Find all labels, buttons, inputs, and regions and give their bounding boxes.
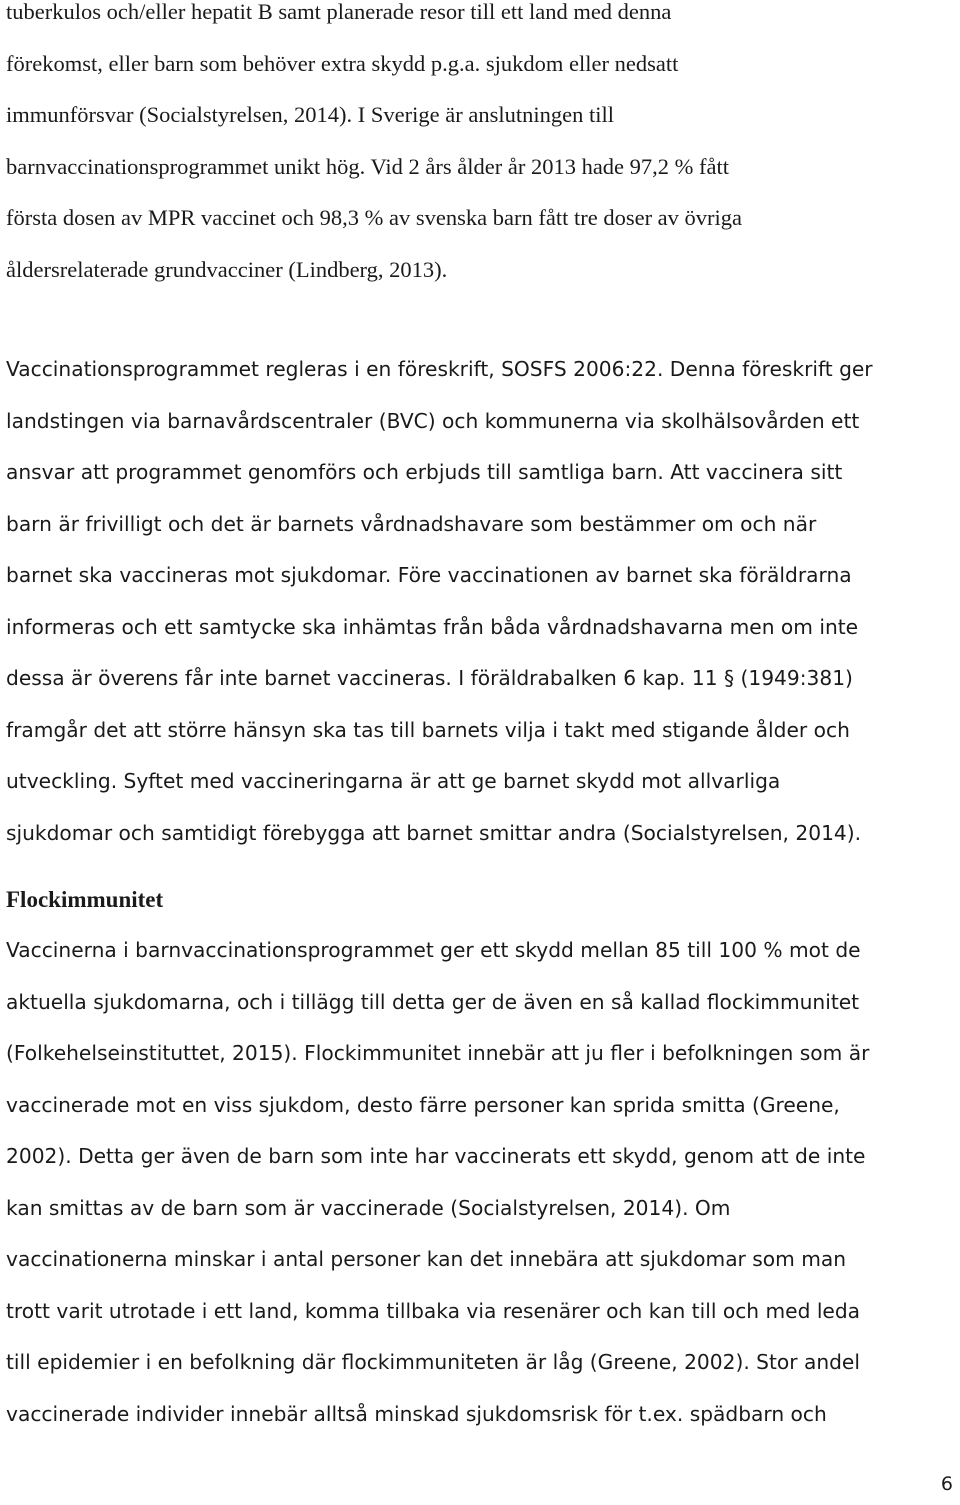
paragraph-vaccination-program: Vaccinationsprogrammet regleras i en föreskrift, SOSFS 2006:22. Denna föreskrift ger landstingen via barnavårdscentraler (BVC) och kommunerna via skolhälsovården ett ansvar att programmet genomförs och erbjuds till samtliga barn. Att vaccinera sitt barn är frivilligt och det är barnets vårdnadshavare som bestämmer om och när barnet ska vaccineras mot sjukdomar. Före vaccinationen av barnet ska föräldrarna informeras och ett samtycke ska inhämtas från båda vårdnadshavarna men om inte dessa är överens får inte barnet vaccineras. I föräldrabalken 6 kap. 11 § (1949:381) framgår det att större hänsyn ska tas till barnets vilja i takt med stigande ålder och utveckling. Syftet med vaccineringarna är att ge barnet skydd mot allvarliga sjukdomar och samtidigt förebygga att barnet smittar andra (Socialstyrelsen, 2014). — [6, 357, 873, 845]
paragraph-continuation: tuberkulos och/eller hepatit B samt planerade resor till ett land med denna förekomst, eller barn som behöver extra skydd p.g.a. sjukdom eller nedsatt immunförsvar (Socialstyrelsen, 2014). I Sverige är anslutningen till barnvaccinationsprogrammet unikt hög. Vid 2 års ålder år 2013 hade 97,2 % fått första dosen av MPR vaccinet och 98,3 % av svenska barn fått tre doser av övriga åldersrelaterade grundvacciner (Lindberg, 2013). — [6, 0, 743, 282]
section-heading: Flockimmunitet — [6, 887, 164, 912]
page-number: 6 — [940, 1473, 953, 1495]
paragraph-herd-immunity: Vaccinerna i barnvaccinationsprogrammet ger ett skydd mellan 85 till 100 % mot de aktuella sjukdomarna, och i tillägg till detta ger de även en så kallad flockimmunitet (Folkehelseinstituttet, 2015). Flockimmunitet innebär att ju fler i befolkningen som är vaccinerade mot en viss sjukdom, desto färre personer kan sprida smitta (Greene, 2002). Detta ger även de barn som inte har vaccinerats ett skydd, genom att de inte kan smittas av de barn som är vaccinerade (Socialstyrelsen, 2014). Om vaccinationerna minskar i antal personer kan det innebära att sjukdomar som man trott varit utrotade i ett land, komma tillbaka via resenärer och kan till och med leda till epidemier i en befolkning där flockimmuniteten är låg (Greene, 2002). Stor andel vaccinerade individer innebär alltså minskad sjukdomsrisk för t.ex. spädbarn och — [6, 938, 870, 1426]
